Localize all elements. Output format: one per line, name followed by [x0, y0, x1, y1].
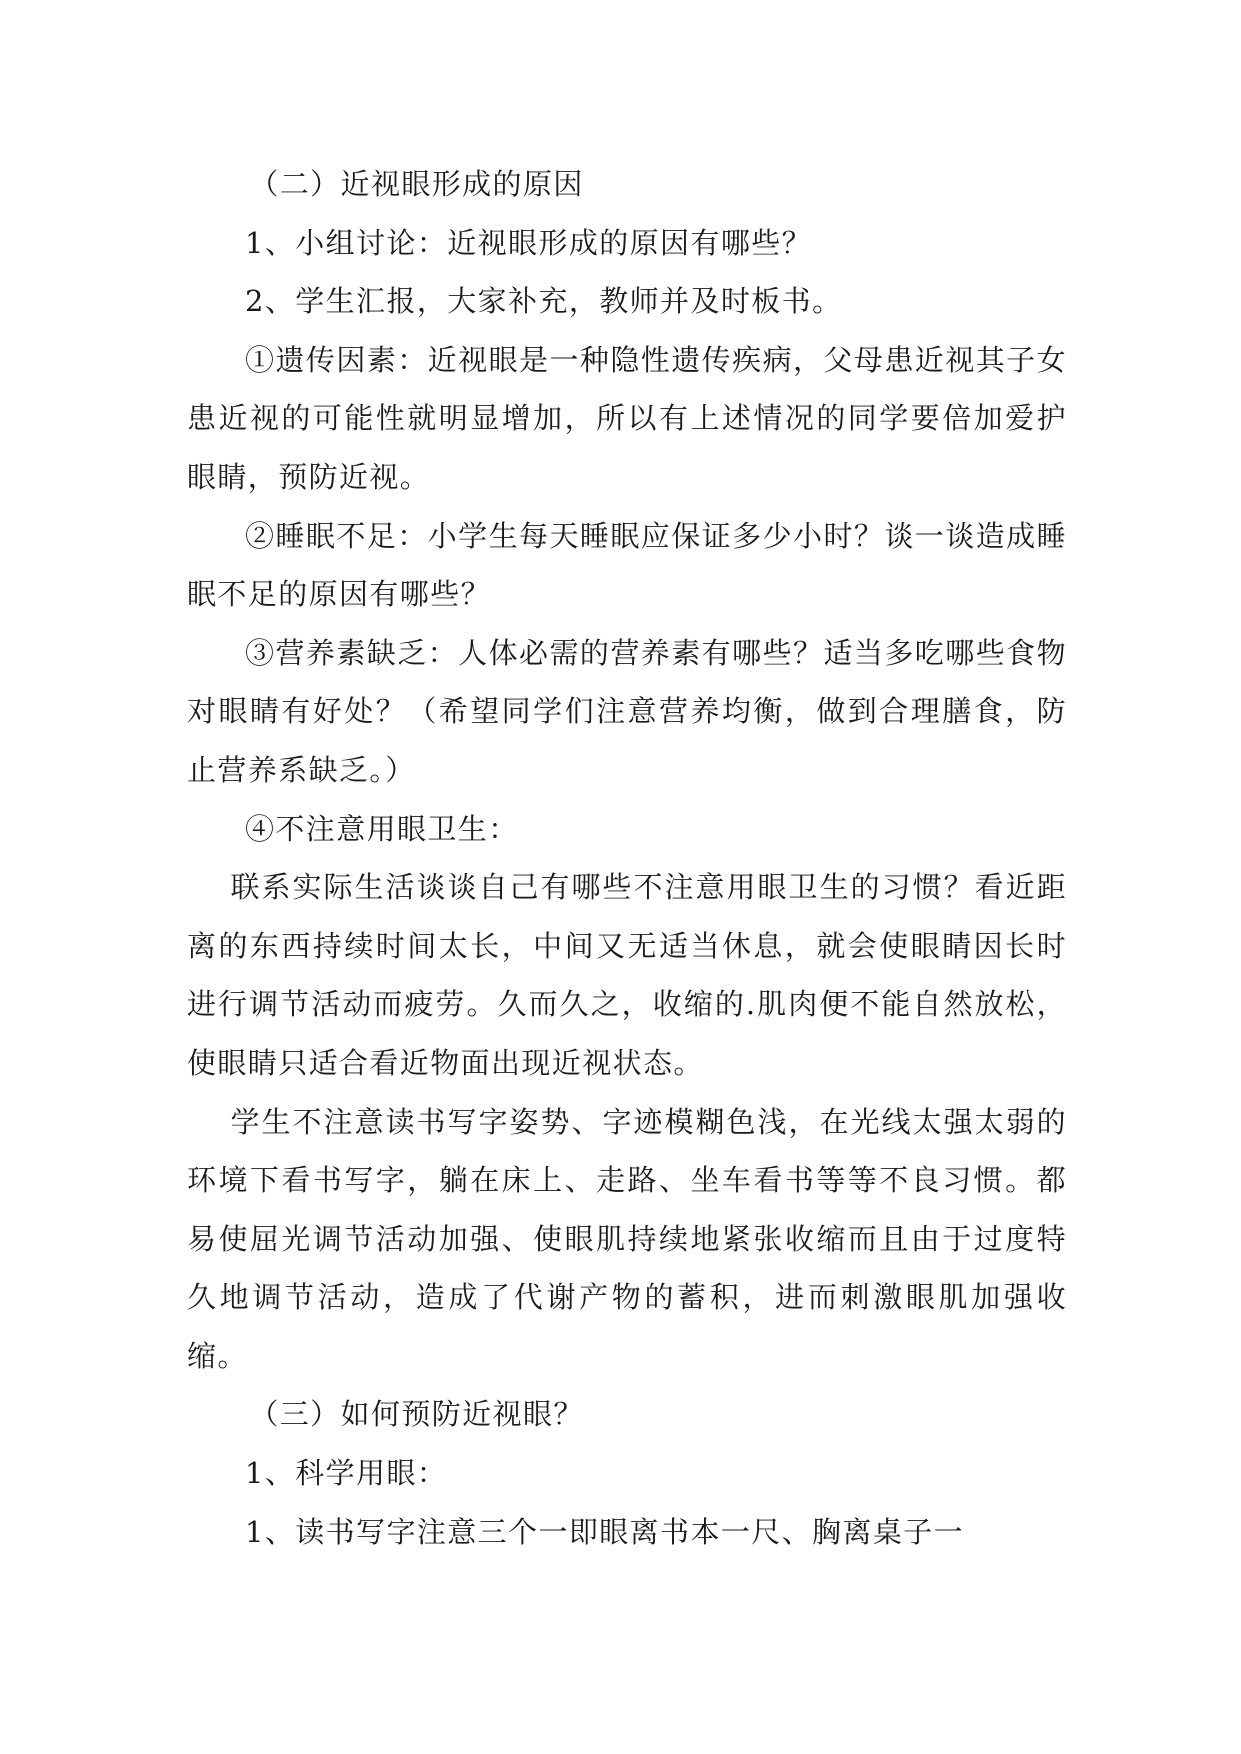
paragraph: 1、小组讨论：近视眼形成的原因有哪些？: [245, 225, 813, 260]
paragraph: 1、读书写字注意三个一即眼离书本一尺、胸离桌子一: [245, 1514, 965, 1549]
paragraph: 1、科学用眼：: [245, 1456, 448, 1491]
paragraph: ③营养素缺乏：人体必需的营养素有哪些？适当多吃哪些食物对眼睛有好处？（希望同学们注意营养均衡，做到合理膳食，防止营养系缺乏。）: [187, 635, 1067, 787]
paragraph: 联系实际生活谈谈自己有哪些不注意用眼卫生的习惯？看近距离的东西持续时间太长，中间又无适当休息，就会使眼睛因长时进行调节活动而疲劳。久而久之，收缩的.肌肉便不能自然放松，使眼睛只适合看近物面出现近视状态。: [187, 870, 1067, 1080]
paragraph: ④不注意用眼卫生：: [245, 811, 519, 846]
section-heading: （三）如何预防近视眼？: [249, 1397, 584, 1432]
paragraph: 学生不注意读书写字姿势、字迹模糊色浅，在光线太强太弱的环境下看书写字，躺在床上、走路、坐车看书等等不良习惯。都易使屈光调节活动加强、使眼肌持续地紧张收缩而且由于过度特久地调节活动，造成了代谢产物的蓄积，进而刺激眼肌加强收缩。: [187, 1104, 1067, 1373]
paragraph: ②睡眠不足：小学生每天睡眠应保证多少小时？谈一谈造成睡眠不足的原因有哪些？: [187, 518, 1067, 612]
paragraph: 2、学生汇报，大家补充，教师并及时板书。: [245, 284, 843, 319]
paragraph: ①遗传因素：近视眼是一种隐性遗传疾病，父母患近视其子女患近视的可能性就明显增加，所以有上述情况的同学要倍加爱护眼睛，预防近视。: [187, 342, 1067, 494]
section-heading: （二）近视眼形成的原因: [249, 167, 584, 201]
document-body: [187, 155, 1067, 1561]
